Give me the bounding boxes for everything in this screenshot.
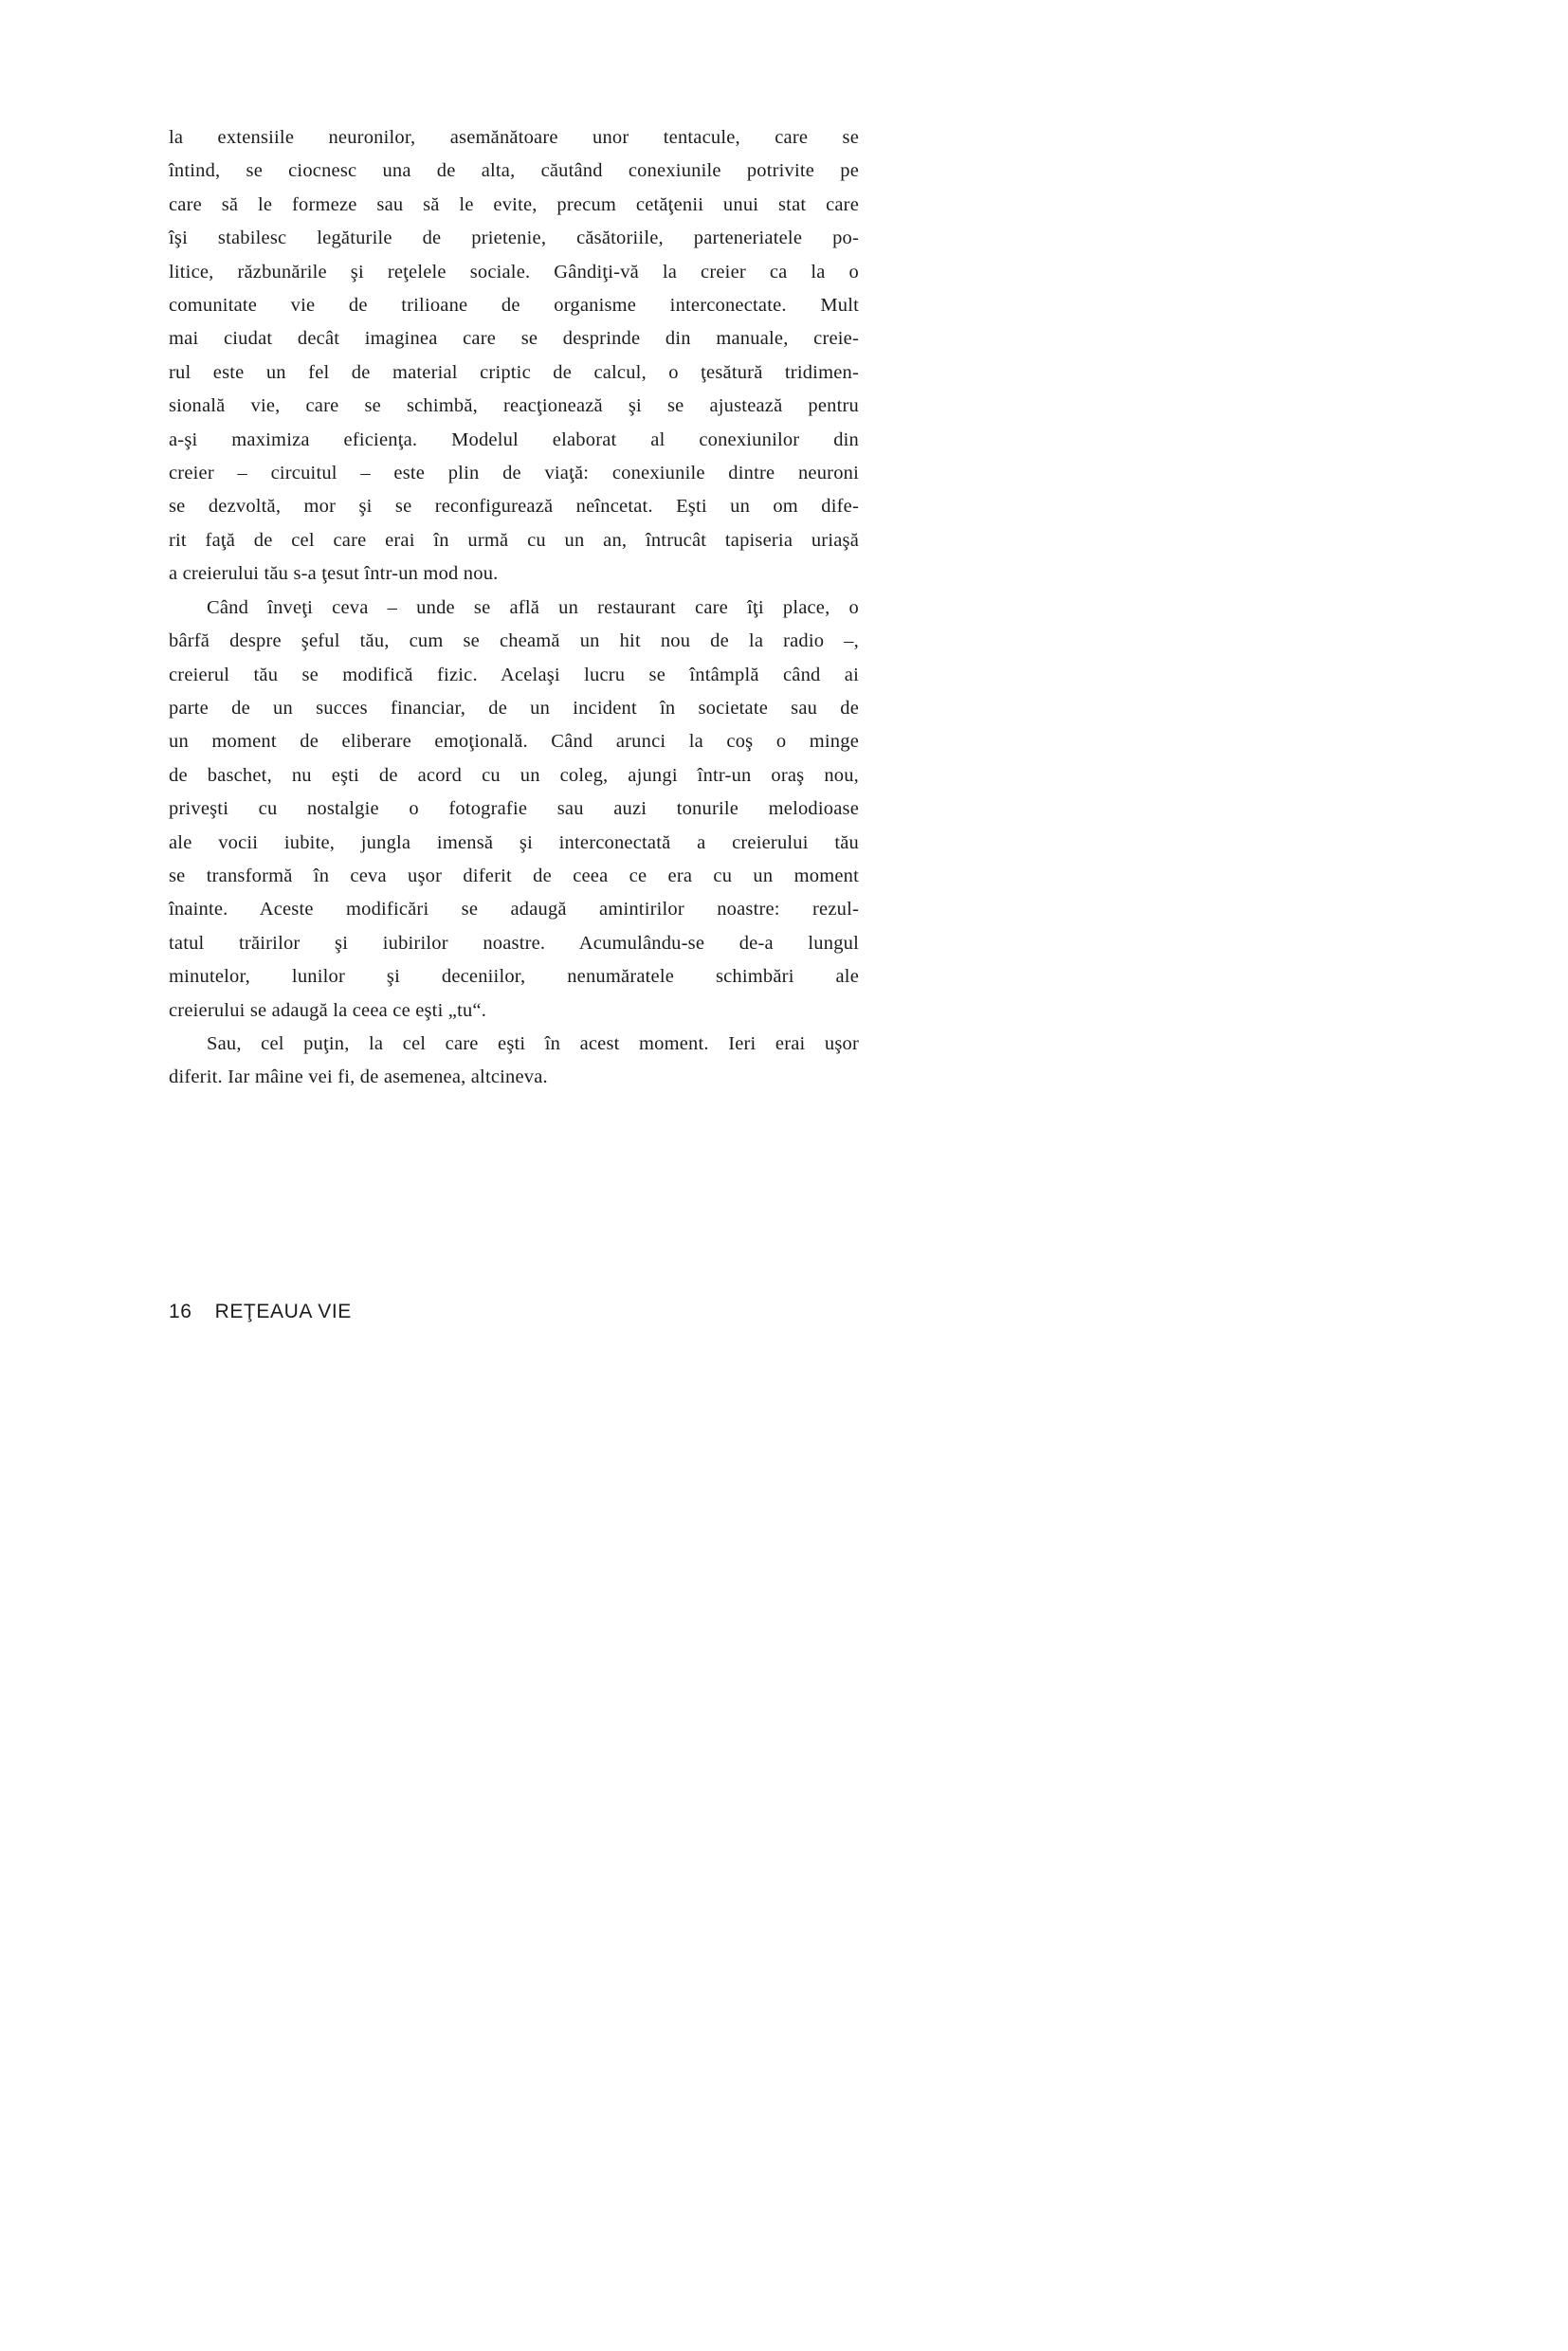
- text-line: rit faţă de cel care erai în urmă cu un an, întrucât tapiseria uriaşă: [169, 529, 859, 551]
- text-line: Când înveţi ceva – unde se află un restaurant care îţi place, o: [207, 596, 859, 618]
- paragraph: [169, 121, 859, 592]
- text-line: la extensiile neuronilor, asemănătoare unor tentacule, care se: [169, 127, 859, 148]
- text-line: mai ciudat decât imaginea care se desprinde din manuale, creie-: [169, 328, 859, 350]
- text-line: a-şi maximiza eficienţa. Modelul elaborat al conexiunilor din: [169, 428, 859, 450]
- text-line: întind, se ciocnesc una de alta, căutând conexiunile potrivite pe: [169, 160, 859, 182]
- book-title-footer: REŢEAUA VIE: [214, 1301, 352, 1322]
- text-line: parte de un succes financiar, de un incident în societate sau de: [169, 697, 859, 719]
- text-line: minutelor, lunilor şi deceniilor, nenumăratele schimbări ale: [169, 966, 859, 988]
- text-line: de baschet, nu eşti de acord cu un coleg, ajungi într-un oraş nou,: [169, 764, 859, 786]
- page-number: 16: [169, 1301, 192, 1322]
- text-block: [169, 121, 859, 1095]
- text-line: tatul trăirilor şi iubirilor noastre. Acumulându-se de-a lungul: [169, 932, 859, 954]
- running-footer: [169, 1301, 352, 1323]
- text-line: înainte. Aceste modificări se adaugă amintirilor noastre: rezul-: [169, 899, 859, 920]
- text-line: priveşti cu nostalgie o fotografie sau auzi tonurile melodioase: [169, 798, 859, 820]
- text-line: creierului se adaugă la ceea ce eşti „tu“.: [169, 999, 487, 1021]
- text-line: sională vie, care se schimbă, reacţionează şi se ajustează pentru: [169, 395, 859, 417]
- text-line: ale vocii iubite, jungla imensă şi interconectată a creierului tău: [169, 831, 859, 853]
- text-line: care să le formeze sau să le evite, precum cetăţenii unui stat care: [169, 193, 859, 215]
- text-line: se dezvoltă, mor şi se reconfigurează neîncetat. Eşti un om dife-: [169, 496, 859, 518]
- paragraph: [169, 1028, 859, 1095]
- text-line: se transformă în ceva uşor diferit de ceea ce era cu un moment: [169, 865, 859, 886]
- text-line: a creierului tău s-a ţesut într-un mod nou.: [169, 563, 499, 585]
- text-line: comunitate vie de trilioane de organisme interconectate. Mult: [169, 295, 859, 317]
- text-line: îşi stabilesc legăturile de prietenie, căsătoriile, parteneriatele po-: [169, 228, 859, 249]
- text-line: creier – circuitul – este plin de viaţă: conexiunile dintre neuroni: [169, 463, 859, 484]
- text-line: bârfă despre şeful tău, cum se cheamă un hit nou de la radio –,: [169, 630, 859, 652]
- text-line: rul este un fel de material criptic de calcul, o ţesătură tridimen-: [169, 361, 859, 383]
- text-line: diferit. Iar mâine vei fi, de asemenea, altcineva.: [169, 1066, 548, 1088]
- text-line: litice, răzbunările şi reţelele sociale. Gândiţi-vă la creier ca la o: [169, 261, 859, 282]
- paragraph: [169, 592, 859, 1028]
- text-line: un moment de eliberare emoţională. Când arunci la coş o minge: [169, 731, 859, 753]
- text-line: creierul tău se modifică fizic. Acelaşi lucru se întâmplă când ai: [169, 664, 859, 685]
- text-line: Sau, cel puţin, la cel care eşti în acest moment. Ieri erai uşor: [207, 1032, 859, 1054]
